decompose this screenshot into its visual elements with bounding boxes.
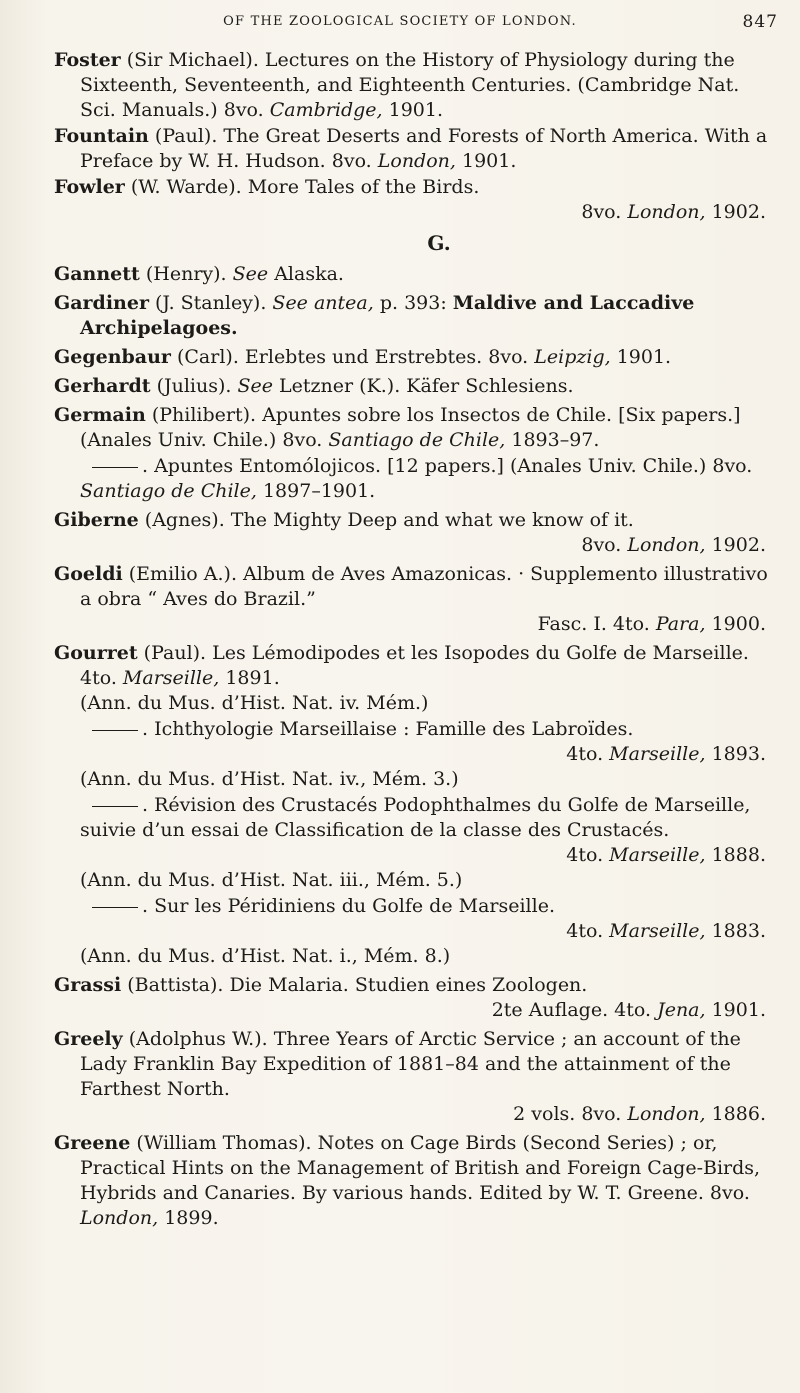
entry-format: 4to. [566, 844, 604, 866]
section-letter: G. [427, 231, 451, 255]
entry-text: (Julius). [156, 375, 232, 397]
author-name: Greene [54, 1132, 131, 1154]
see-reference: See antea, [272, 292, 374, 314]
entry-year: 1901. [711, 999, 766, 1021]
entry-place: London, [627, 534, 706, 556]
entry-format: Fasc. I. 4to. [537, 613, 650, 635]
entry-text: (Paul). The Great Deserts and Forests of North America. With a Preface by W. H. Hudson. [80, 125, 768, 172]
catalogue-entry [54, 291, 774, 341]
author-name: Fountain [54, 125, 149, 147]
see-target: p. 393: [379, 292, 447, 314]
entry-text: (Sir Michael). Lectures on the History of Physiology during the Sixteenth, Seventeenth, and Eighteenth Centuries. (Cambridge Nat. Sci. Manuals.) [80, 49, 740, 121]
entry-place: Santiago de Chile, [328, 429, 506, 451]
see-target: Letzner (K.). Käfer Schlesiens. [279, 375, 574, 397]
author-name: Gegenbaur [54, 346, 171, 368]
entry-place: Para, [655, 613, 706, 635]
entry-year: 1901. [388, 99, 444, 121]
entry-text: . Apuntes Entomólojicos. [12 papers.] (Anales Univ. Chile.) [142, 455, 707, 477]
series-note: (Ann. du Mus. d’Hist. Nat. iii., Mém. 5.) [80, 869, 463, 891]
entry-place: Cambridge, [269, 99, 383, 121]
entry-year: 1902. [711, 534, 766, 556]
catalogue-entry [54, 793, 774, 893]
entry-format: 8vo. [581, 201, 622, 223]
page-number: 847 [742, 12, 778, 32]
entry-format: 8vo. [581, 534, 622, 556]
author-name: Grassi [54, 974, 122, 996]
entry-year: 1888. [711, 844, 766, 866]
catalogue-entries [54, 48, 774, 1232]
entry-place: London, [80, 1207, 159, 1229]
entry-text: (Battista). Die Malaria. Studien eines Zoologen. [127, 974, 588, 996]
entry-format: 2te Auflage. 4to. [491, 999, 652, 1021]
entry-format: 4to. [566, 920, 604, 942]
catalogue-entry [54, 508, 774, 558]
entry-text: (Henry). [145, 263, 227, 285]
catalogue-entry [54, 562, 774, 637]
catalogue-entry [54, 973, 774, 1023]
entry-format: 8vo. [282, 429, 323, 451]
entry-year: 1891. [225, 667, 280, 689]
entry-imprint [80, 998, 774, 1023]
author-name: Gourret [54, 642, 138, 664]
author-name: Giberne [54, 509, 139, 531]
entry-year: 1902. [711, 201, 766, 223]
ditto-rule [92, 806, 138, 807]
author-name: Germain [54, 404, 146, 426]
entry-format: 8vo. [488, 346, 529, 368]
entry-format: 8vo. [709, 1182, 750, 1204]
series-note: (Ann. du Mus. d’Hist. Nat. i., Mém. 8.) [80, 945, 451, 967]
entry-year: 1893. [711, 743, 766, 765]
entry-text: . Révision des Crustacés Podophthalmes du Golfe de Marseille, suivie d’un essai de Classification de la classe des Crustacés. [80, 794, 751, 841]
entry-year: 1901. [616, 346, 672, 368]
entry-format: 2 vols. 8vo. [513, 1103, 622, 1125]
entry-imprint [80, 742, 774, 767]
entry-text: (Emilio A.). Album de Aves Amazonicas. · Supplemento illustrativo a obra “ Aves do Brazil.” [80, 563, 768, 610]
entry-imprint [80, 919, 774, 944]
series-note: (Ann. du Mus. d’Hist. Nat. iv. Mém.) [80, 692, 429, 714]
entry-text: (Agnes). The Mighty Deep and what we know of it. [144, 509, 634, 531]
ditto-rule [92, 907, 138, 908]
catalogue-entry [54, 717, 774, 792]
entry-text: (William Thomas). Notes on Cage Birds (Second Series) ; or, Practical Hints on the Management of British and Foreign Cage-Birds, Hybrids and Canaries. By various hands. Edited by W. T. Greene. [80, 1132, 761, 1204]
entry-year: 1899. [164, 1207, 219, 1229]
entry-imprint [80, 1102, 774, 1127]
series-note: (Ann. du Mus. d’Hist. Nat. iv., Mém. 3.) [80, 768, 459, 790]
ditto-rule [92, 467, 138, 468]
see-target: Alaska. [274, 263, 344, 285]
catalogue-entry [54, 1131, 774, 1231]
entry-imprint [80, 612, 774, 637]
author-name: Fowler [54, 176, 125, 198]
author-name: Goeldi [54, 563, 123, 585]
entry-place: Leipzig, [534, 346, 611, 368]
entry-text: (Paul). Les Lémodipodes et les Isopodes du Golfe de Marseille. [143, 642, 749, 664]
entry-place: Jena, [657, 999, 706, 1021]
entry-imprint [80, 533, 774, 558]
entry-place: Marseille, [609, 743, 706, 765]
see-reference: See [237, 375, 273, 397]
author-name: Greely [54, 1028, 123, 1050]
entry-format: 8vo. [223, 99, 264, 121]
catalogue-entry [54, 374, 774, 399]
author-name: Foster [54, 49, 121, 71]
catalogue-entry [54, 345, 774, 370]
entry-place: London, [377, 150, 456, 172]
running-head [0, 12, 800, 34]
author-name: Gardiner [54, 292, 149, 314]
running-title: OF THE ZOOLOGICAL SOCIETY OF LONDON. [223, 14, 577, 29]
entry-text: (Philibert). Apuntes sobre los Insectos de Chile. [Six papers.] (Anales Univ. Chile.) [80, 404, 741, 451]
catalogue-entry [54, 175, 774, 225]
entry-format: 8vo. [712, 455, 753, 477]
subject-heading: Maldive and Laccadive Archipelagoes. [80, 292, 695, 339]
entry-place: Marseille, [609, 920, 706, 942]
entry-year: 1883. [711, 920, 766, 942]
catalogue-entry [54, 262, 774, 287]
entry-text: (J. Stanley). [155, 292, 267, 314]
entry-year: 1897–1901. [262, 480, 376, 502]
catalogue-entry [54, 641, 774, 716]
entry-text: (Adolphus W.). Three Years of Arctic Service ; an account of the Lady Franklin Bay Expedition of 1881–84 and the attainment of the Farthest North. [80, 1028, 741, 1100]
entry-text: . Ichthyologie Marseillaise : Famille des Labroïdes. [142, 718, 634, 740]
catalogue-entry [54, 403, 774, 453]
catalogue-entry [54, 48, 774, 123]
entry-format: 8vo. [331, 150, 372, 172]
entry-format: 4to. [80, 667, 117, 689]
entry-place: Santiago de Chile, [80, 480, 257, 502]
catalogue-entry [54, 1027, 774, 1127]
catalogue-entry [54, 124, 774, 174]
catalogue-entry [54, 894, 774, 969]
entry-text: (Carl). Erlebtes und Erstrebtes. [176, 346, 483, 368]
entry-year: 1900. [711, 613, 766, 635]
entry-year: 1893–97. [511, 429, 600, 451]
entry-place: Marseille, [122, 667, 220, 689]
catalogue-entry [54, 454, 774, 504]
entry-text: . Sur les Péridiniens du Golfe de Marseille. [142, 895, 555, 917]
entry-place: London, [627, 201, 706, 223]
entry-year: 1886. [711, 1103, 766, 1125]
entry-place: Marseille, [609, 844, 706, 866]
see-reference: See [232, 263, 269, 285]
entry-imprint [80, 200, 774, 225]
author-name: Gannett [54, 263, 140, 285]
author-name: Gerhardt [54, 375, 151, 397]
entry-text: (W. Warde). More Tales of the Birds. [130, 176, 480, 198]
entry-imprint [80, 843, 774, 868]
ditto-rule [92, 730, 138, 731]
entry-year: 1901. [461, 150, 517, 172]
entry-place: London, [627, 1103, 706, 1125]
entry-format: 4to. [566, 743, 604, 765]
